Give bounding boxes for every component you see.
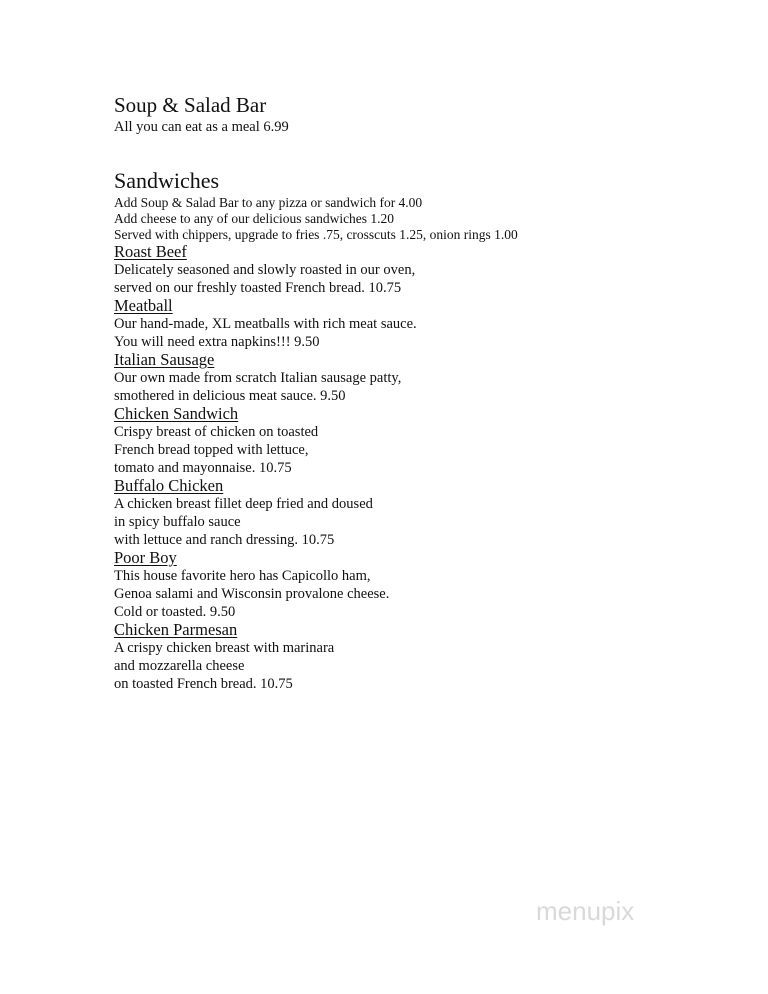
sandwiches-note: Served with chippers, upgrade to fries .75, crosscuts 1.25, onion rings 1.00 bbox=[114, 227, 518, 242]
soup-salad-line: All you can eat as a meal 6.99 bbox=[114, 119, 289, 135]
item-description: and mozzarella cheese bbox=[114, 658, 245, 674]
item-description: French bread topped with lettuce, bbox=[114, 442, 309, 458]
menu-item-roast-beef bbox=[114, 243, 734, 297]
item-name: Italian Sausage bbox=[114, 350, 215, 369]
item-description: A crispy chicken breast with marinara bbox=[114, 640, 335, 656]
item-description: Delicately seasoned and slowly roasted in our oven, bbox=[114, 262, 416, 278]
item-description: on toasted French bread. 10.75 bbox=[114, 676, 293, 692]
soup-salad-title: Soup & Salad Bar bbox=[114, 93, 267, 117]
item-description: smothered in delicious meat sauce. 9.50 bbox=[114, 388, 346, 404]
item-description: This house favorite hero has Capicollo ham, bbox=[114, 568, 371, 584]
menu-item-chicken-sandwich bbox=[114, 405, 734, 477]
menu-item-italian-sausage bbox=[114, 351, 734, 405]
menu-item-chicken-parmesan bbox=[114, 621, 734, 693]
item-name: Chicken Parmesan bbox=[114, 620, 238, 639]
item-description: in spicy buffalo sauce bbox=[114, 514, 241, 530]
item-name: Roast Beef bbox=[114, 242, 187, 261]
item-description: You will need extra napkins!!! 9.50 bbox=[114, 334, 320, 350]
sandwiches-title: Sandwiches bbox=[114, 168, 220, 193]
menupix-watermark: menupix bbox=[536, 896, 635, 926]
item-description: Cold or toasted. 9.50 bbox=[114, 604, 236, 620]
item-description: Our own made from scratch Italian sausage patty, bbox=[114, 370, 402, 386]
sandwiches-note: Add Soup & Salad Bar to any pizza or sandwich for 4.00 bbox=[114, 195, 423, 210]
item-name: Chicken Sandwich bbox=[114, 404, 239, 423]
item-description: served on our freshly toasted French bread. 10.75 bbox=[114, 280, 402, 296]
menu-page bbox=[114, 92, 734, 693]
item-description: Our hand-made, XL meatballs with rich meat sauce. bbox=[114, 316, 417, 332]
item-name: Poor Boy bbox=[114, 548, 177, 567]
item-description: A chicken breast fillet deep fried and doused bbox=[114, 496, 373, 512]
menu-item-poor-boy bbox=[114, 549, 734, 621]
item-description: Genoa salami and Wisconsin provalone cheese. bbox=[114, 586, 390, 602]
menu-item-buffalo-chicken bbox=[114, 477, 734, 549]
item-name: Meatball bbox=[114, 296, 173, 315]
sandwiches-note: Add cheese to any of our delicious sandwiches 1.20 bbox=[114, 211, 395, 226]
item-description: Crispy breast of chicken on toasted bbox=[114, 424, 319, 440]
item-description: with lettuce and ranch dressing. 10.75 bbox=[114, 532, 335, 548]
menu-item-meatball bbox=[114, 297, 734, 351]
item-description: tomato and mayonnaise. 10.75 bbox=[114, 460, 292, 476]
item-name: Buffalo Chicken bbox=[114, 476, 224, 495]
